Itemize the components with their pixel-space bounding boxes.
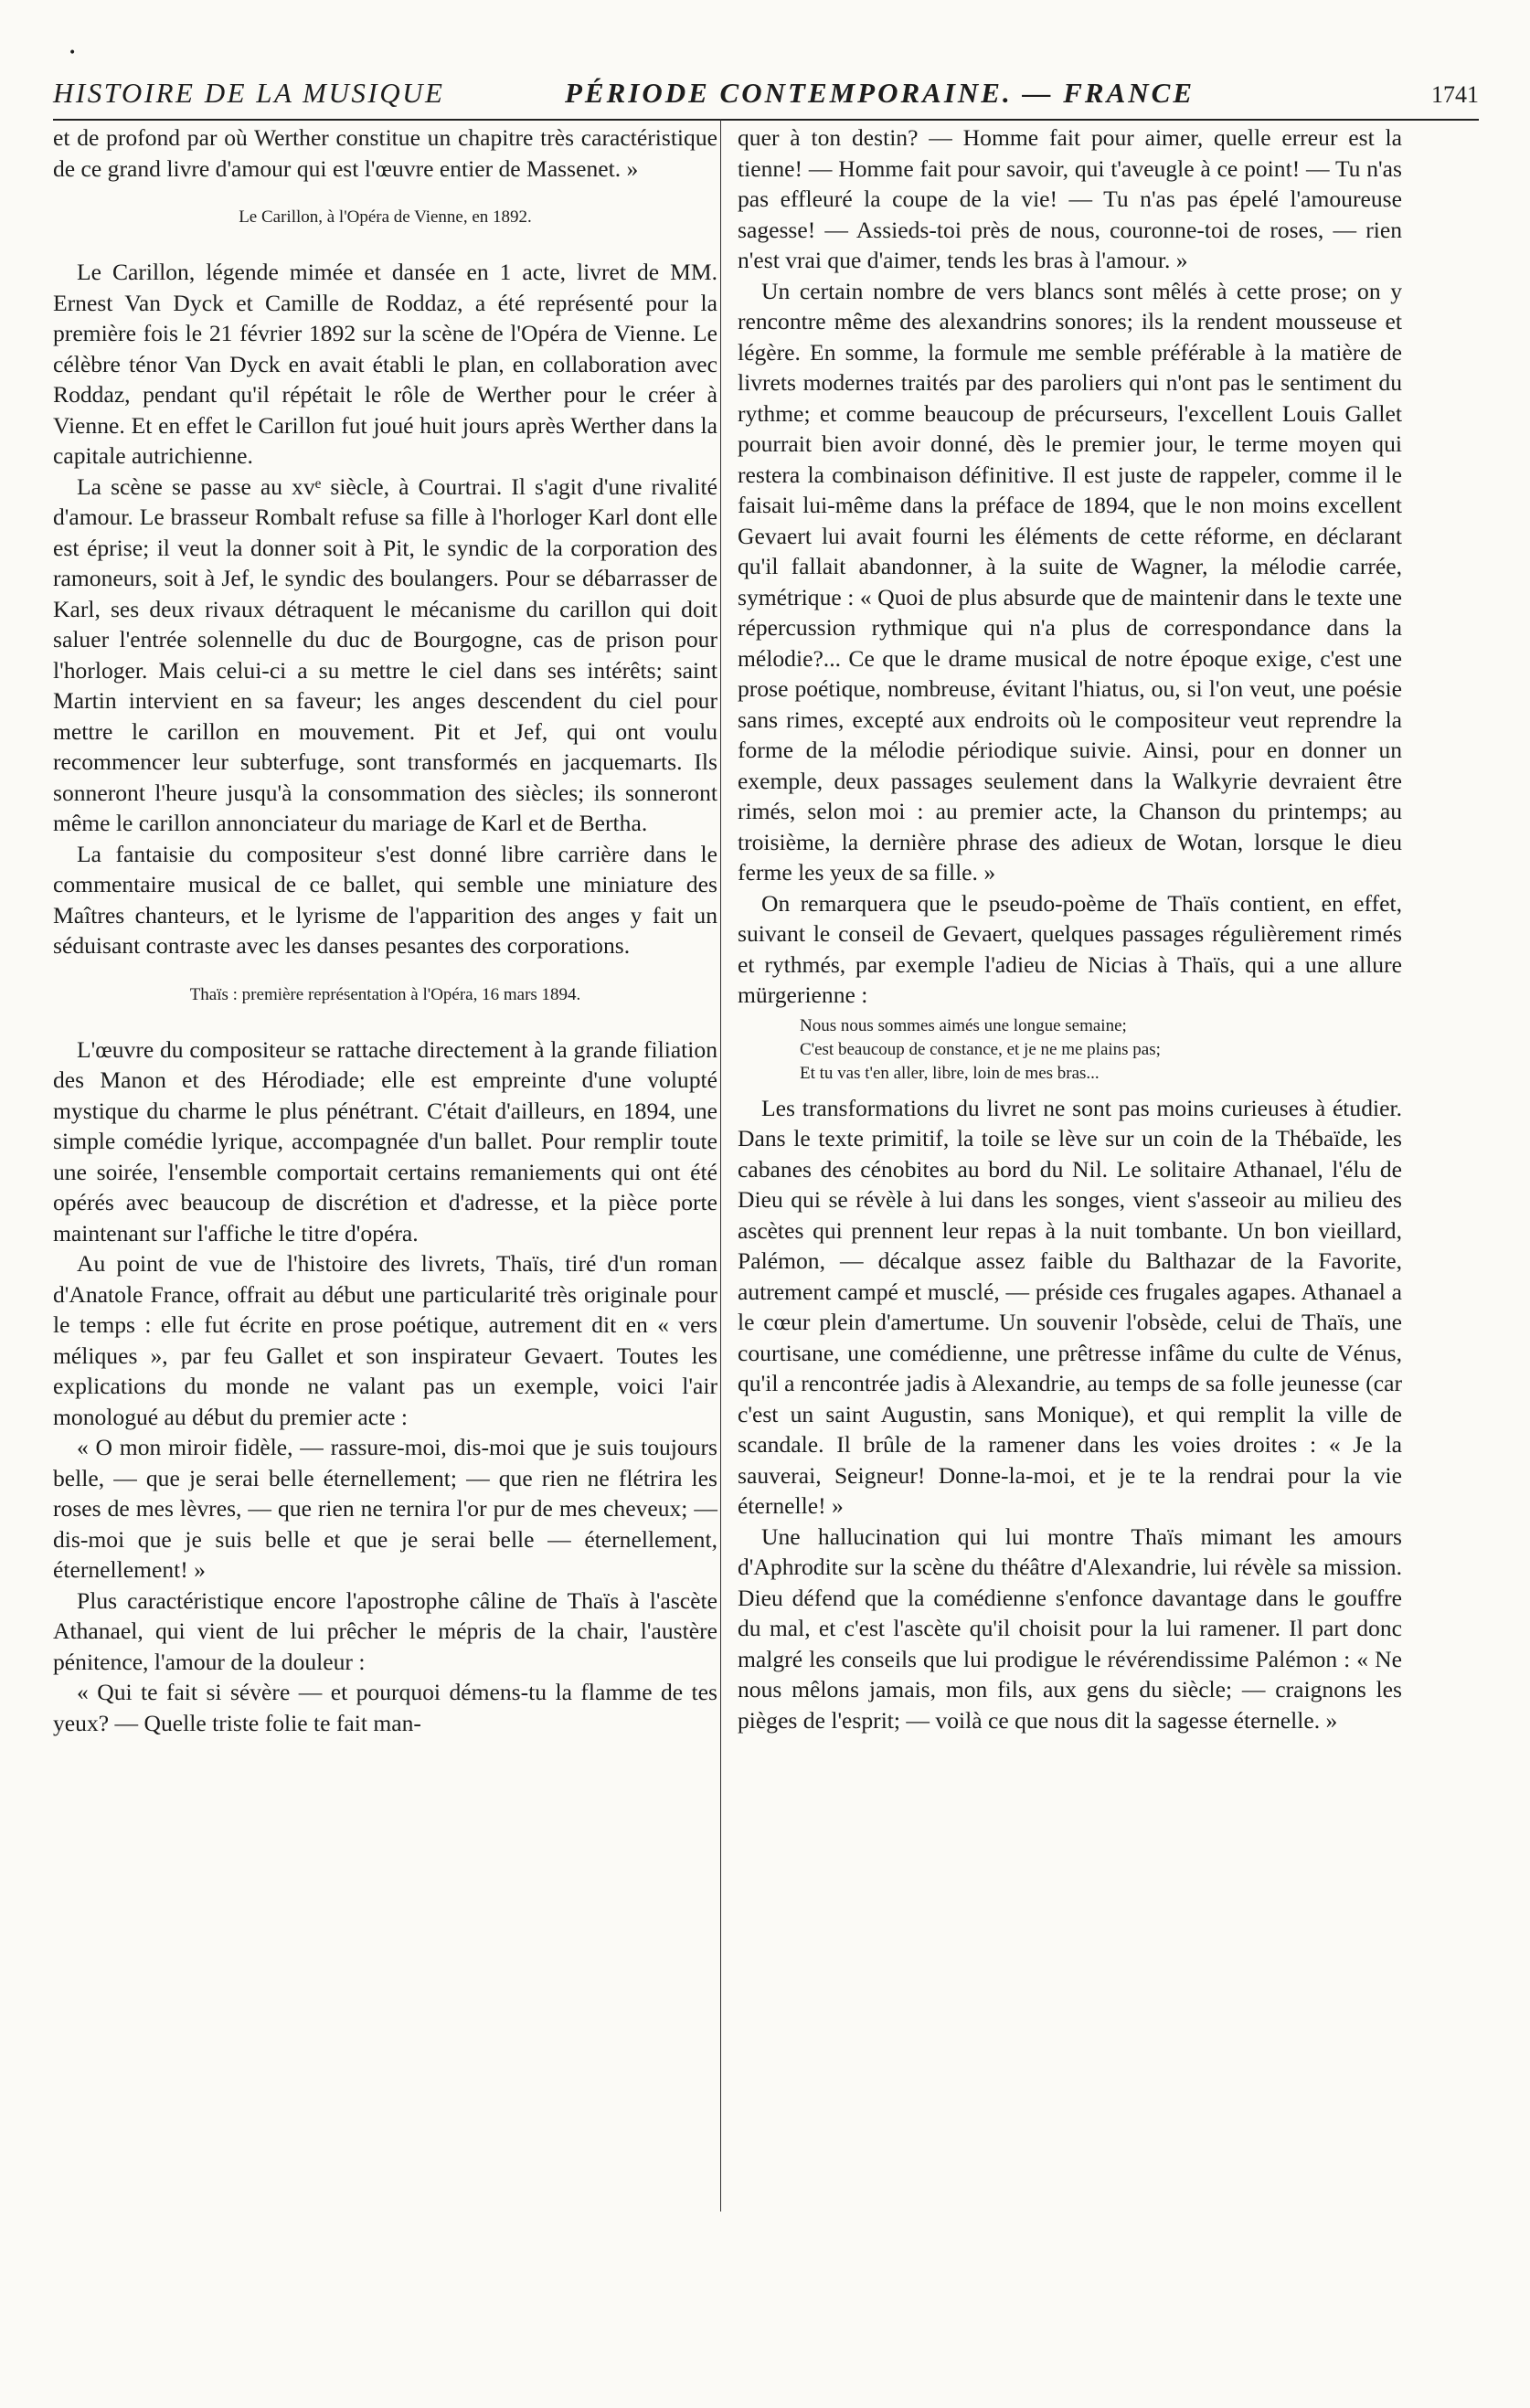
section-subtitle-thais: Thaïs : première représentation à l'Opéra, 16 mars 1894.	[189, 984, 581, 1004]
verse-line: Nous nous sommes aimés une longue semaine;	[800, 1015, 1127, 1035]
paragraph: Plus caractéristique encore l'apostrophe câline de Thaïs à l'ascète Athanael, qui vient de lui prêcher le mépris de la chair, l'austère pénitence, l'amour de la douleur :	[53, 1586, 717, 1675]
paragraph: On remarquera que le pseudo-poème de Thaïs contient, en effet, suivant le conseil de Gevaert, quelques passages régulièrement rimés et rythmés, par exemple l'adieu de Nicias à Thaïs, qui a une allure mürgerienne :	[738, 889, 1402, 1008]
running-header	[53, 77, 1479, 113]
quotation-paragraph: « O mon miroir fidèle, — rassure-moi, dis-moi que je suis toujours belle, — que je serai belle éternellement; — que rien ne flétrira les roses de mes lèvres, — que rien ne ternira l'or pur de mes cheveux; — dis-moi que je suis belle et que je serai belle — éternellement, éternellement! »	[53, 1434, 717, 1583]
paragraph: La scène se passe au xvᵉ siècle, à Courtrai. Il s'agit d'une rivalité d'amour. Le brasseur Rombalt refuse sa fille à l'horloger Karl dont elle est éprise; il veut la donner soit à Pit, le syndic de la corporation des ramoneurs, soit à Jef, le syndic des boulangers. Pour se débarrasser de Karl, ses deux rivaux détraquent le mécanisme du carillon qui doit saluer l'entrée solennelle du duc de Bourgogne, cas de prison pour l'horloger. Mais celui-ci a su mettre le ciel dans ses intérêts; saint Martin intervient en sa faveur; les anges descendent du ciel pour mettre le carillon en mouvement. Pit et Jef, qui ont voulu recommencer leur subterfuge, sont transformés en jacquemarts. Ils sonneront l'heure jusqu'à la consommation des siècles; ils sonneront même le carillon annonciateur du mariage de Karl et de Bertha.	[53, 472, 717, 836]
verse-line: Et tu vas t'en aller, libre, loin de mes bras...	[800, 1063, 1100, 1083]
section-subtitle-carillon: Le Carillon, à l'Opéra de Vienne, en 1892.	[239, 207, 532, 227]
quotation-paragraph: quer à ton destin? — Homme fait pour aimer, quelle erreur est la tienne! — Homme fait pour savoir, qui t'aveugle à ce point! — Tu n'as pas effleuré la coupe de la vie! — Tu n'as pas épelé l'amoureuse sagesse! — Assieds-toi près de nous, couronne-toi de roses, — rien n'est vrai que d'aimer, tends les bras à l'amour. »	[738, 124, 1402, 273]
quotation-paragraph: « Qui te fait si sévère — et pourquoi démens-tu la flamme de tes yeux? — Quelle triste folie te fait man-	[53, 1679, 717, 1736]
paragraph: Une hallucination qui lui montre Thaïs mimant les amours d'Aphrodite sur la scène du théâtre d'Alexandrie, lui révèle sa mission. Dieu défend que la comédienne s'enfonce davantage dans le gouffre du mal, et c'est l'ascète qu'il choisit pour la lui ramener. Il part donc malgré les conseils que lui prodigue le révérendissime Palémon : « Ne nous mêlons jamais, mon fils, aux gens du siècle; — craignons les pièges de l'esprit; — voilà ce que nous dit la sagesse éternelle. »	[738, 1522, 1402, 1734]
paragraph: Les transformations du livret ne sont pas moins curieuses à étudier. Dans le texte primitif, la toile se lève sur un coin de la Thébaïde, les cabanes des cénobites au bord du Nil. Le solitaire Athanael, l'élu de Dieu qui se révèle à lui dans les songes, vient s'asseoir au milieu des ascètes qui prennent leur repas à la nuit tombante. Un bon vieillard, Palémon, — décalque assez faible du Balthazar de la Favorite, autrement campé et musclé, — préside ces frugales agapes. Athanael a le cœur plein d'amertume. Un souvenir l'obsède, celui de Thaïs, une courtisane, une comédienne, une prêtresse infâme du culte de Vénus, qu'il a rencontrée jadis à Alexandrie, au temps de sa folle jeunesse (car c'est un saint Augustin, sans Monique), et qui remplit la ville de scandale. Il brûle de la ramener dans les voies droites : « Je la sauverai, Seigneur! Donne-la-moi, et je te la rendrai pour la vie éternelle! »	[738, 1094, 1402, 1519]
header-rule	[53, 119, 1479, 121]
page-number: 1741	[1431, 81, 1479, 108]
header-left-title: HISTOIRE DE LA MUSIQUE	[53, 77, 445, 109]
paragraph: Au point de vue de l'histoire des livrets, Thaïs, tiré d'un roman d'Anatole France, offrait au début une particularité très originale pour le temps : elle fut écrite en prose poétique, autrement dit en « vers méliques », par feu Gallet et son inspirateur Gevaert. Toutes les explications du monde ne valant pas un exemple, voici l'air monologué au début du premier acte :	[53, 1250, 717, 1430]
paragraph: et de profond par où Werther constitue un chapitre très caractéristique de ce grand livre d'amour qui est l'œuvre entier de Massenet. »	[53, 124, 717, 182]
verse-quote	[738, 1014, 1402, 1086]
verse-line: C'est beaucoup de constance, et je ne me plains pas;	[800, 1039, 1161, 1059]
header-center-title: PÉRIODE CONTEMPORAINE. — FRANCE	[565, 77, 1195, 109]
paragraph: Le Carillon, légende mimée et dansée en 1 acte, livret de MM. Ernest Van Dyck et Camille de Roddaz, a été représenté pour la première fois le 21 février 1892 sur la scène de l'Opéra de Vienne. Le célèbre ténor Van Dyck en avait établi le plan, en collaboration avec Roddaz, pendant qu'il répétait le rôle de Werther pour le créer à Vienne. Et en effet le Carillon fut joué huit jours après Werther dans la capitale autrichienne.	[53, 259, 717, 469]
paragraph: La fantaisie du compositeur s'est donné libre carrière dans le commentaire musical de ce ballet, qui semble une miniature des Maîtres chanteurs, et le lyrisme de l'apparition des anges y fait un séduisant contraste avec les danses pesantes des corporations.	[53, 840, 717, 959]
column-divider	[720, 119, 721, 2212]
right-column	[738, 122, 1402, 1735]
margin-dot: •	[69, 46, 77, 60]
paragraph: L'œuvre du compositeur se rattache directement à la grande filiation des Manon et des Hérodiade; elle est empreinte d'une volupté mystique du charme le plus pénétrant. C'était d'ailleurs, en 1894, une simple comédie lyrique, accompagnée d'un ballet. Pour remplir toute une soirée, l'ensemble comportait certains remaniements qui ont été opérés avec beaucoup de discrétion et d'adresse, et la pièce porte maintenant sur l'affiche le titre d'opéra.	[53, 1035, 717, 1246]
left-column	[53, 122, 717, 1738]
paragraph: Un certain nombre de vers blancs sont mêlés à cette prose; on y rencontre même des alexandrins sonores; ils la rendent mousseuse et légère. En somme, la formule me semble préférable à la matière de livrets modernes traités par des paroliers qui n'ont pas le sentiment du rythme; et comme beaucoup de précurseurs, l'excellent Louis Gallet pourrait bien avoir donné, dès le premier jour, le terme moyen qui restera la combinaison définitive. Il est juste de rappeler, comme il le faisait lui-même dans la préface de 1894, que le non moins excellent Gevaert lui avait fourni les éléments de cette réforme, en déclarant qu'il fallait abandonner, à la suite de Wagner, la mélodie carrée, symétrique : « Quoi de plus absurde que de maintenir dans le texte une répercussion rythmique qui n'a plus de correspondance dans la mélodie?... Ce que le drame musical de notre époque exige, c'est une prose poétique, nombreuse, évitant l'hiatus, ou, si l'on veut, une poésie sans rimes, excepté aux endroits où le compositeur veut reprendre la forme de la mélodie périodique suivie. Ainsi, pour en donner un exemple, deux passages seulement dans la Walkyrie devraient être rimés, selon moi : au premier acte, la Chanson du printemps; au troisième, la dernière phrase des adieux de Wotan, lorsque le dieu ferme les yeux de sa fille. »	[738, 277, 1402, 886]
